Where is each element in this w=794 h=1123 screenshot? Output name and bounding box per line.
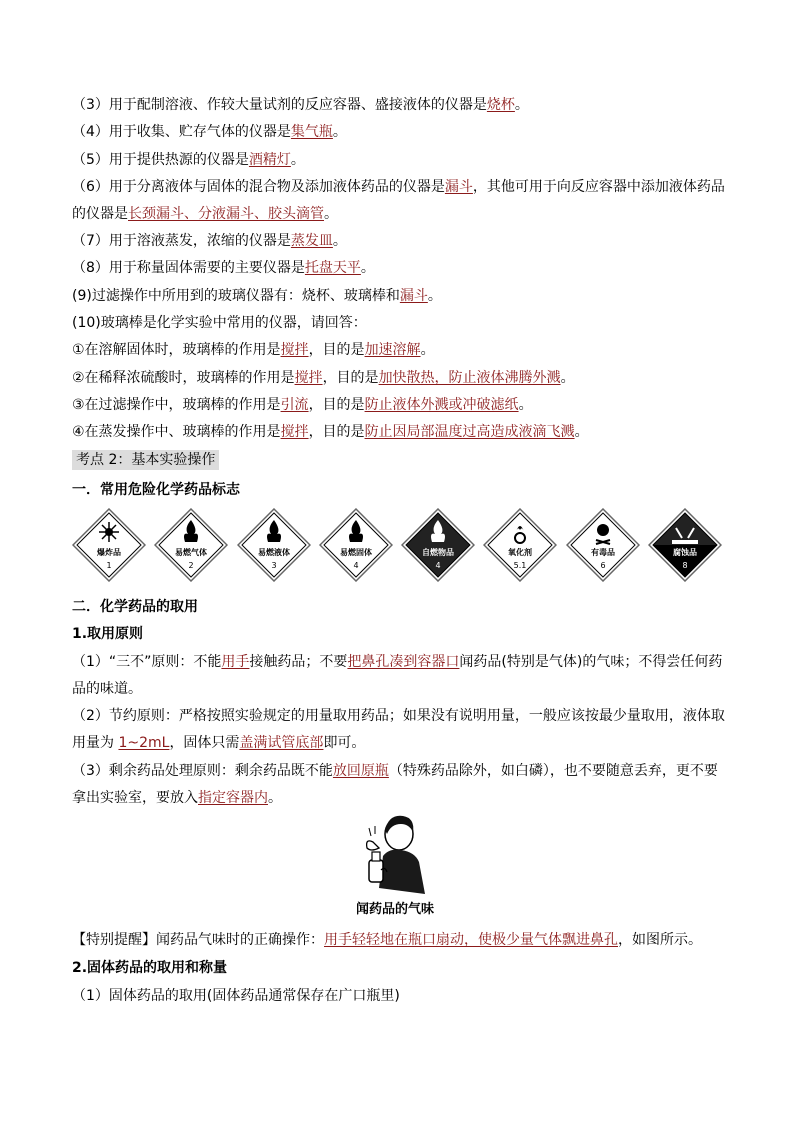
answer: 集气瓶 (290, 124, 333, 140)
rod-use-2: ②在稀释浓硫酸时，玻璃棒的作用是搅拌，目的是加快散热，防止液体沸腾外溅。 (72, 370, 575, 386)
hazard-diamond-icon (401, 508, 475, 582)
figure-caption: 闻药品的气味 (355, 902, 434, 917)
principle-3-line1: （3）剩余药品处理原则：剩余药品既不能放回原瓶（特殊药品除外，如白磷），也不要随意丢弃，更不要 (72, 763, 718, 779)
principle-2-line2: 用量为 1~2mL，固体只需盖满试管底部即可。 (72, 735, 366, 751)
hazard-diamond-icon (154, 508, 228, 582)
hazard-label: 易燃气体 (175, 548, 208, 557)
answer: 漏斗 (399, 288, 428, 304)
rod-use-1: ①在溶解固体时，玻璃棒的作用是搅拌，目的是加速溶解。 (72, 342, 435, 358)
item-4: （4）用于收集、贮存气体的仪器是集气瓶。 (72, 124, 347, 140)
hazard-label: 爆炸品 (97, 548, 121, 557)
hazard-number: 6 (600, 561, 606, 570)
rod-use-4: ④在蒸发操作中、玻璃棒的作用是搅拌，目的是防止因局部温度过高造成液滴飞溅。 (72, 424, 589, 440)
heading-drug-handling: 二．化学药品的取用 (72, 599, 198, 615)
item-6-line2: 的仪器是长颈漏斗、分液漏斗、胶头滴管。 (72, 206, 338, 222)
answer: 酒精灯 (248, 152, 291, 168)
hazard-number: 2 (188, 561, 194, 570)
hazard-diamond-icon (72, 508, 146, 582)
answer: 托盘天平 (304, 260, 361, 276)
hazard-number: 3 (271, 561, 277, 570)
hazard-diamond-icon (237, 508, 311, 582)
hazard-sign (401, 508, 475, 582)
item-5: （5）用于提供热源的仪器是酒精灯。 (72, 152, 305, 168)
item-7: （7）用于溶液蒸发，浓缩的仪器是蒸发皿。 (72, 233, 347, 249)
answer: 蒸发皿 (290, 233, 333, 249)
heading-principles: 1.取用原则 (72, 626, 144, 642)
item-3: （3）用于配制溶液、作较大量试剂的反应容器、盛接液体的仪器是烧杯。 (72, 97, 529, 113)
solid-drug-item-1: （1）固体药品的取用(固体药品通常保存在广口瓶里) (72, 988, 400, 1004)
item-10: (10)玻璃棒是化学实验中常用的仪器，请回答： (72, 315, 367, 331)
principle-1-line1: （1）“三不”原则：不能用手接触药品；不要把鼻孔凑到容器口闻药品(特别是气体)的气味；不得尝任何药 (72, 654, 723, 670)
heading-solid-drugs: 2.固体药品的取用和称量 (72, 960, 228, 976)
hazard-label: 自燃物品 (422, 548, 455, 557)
answer: 烧杯 (486, 97, 515, 113)
hazard-number: 1 (106, 561, 112, 570)
hazard-sign (72, 508, 146, 582)
special-reminder: 【特别提醒】闻药品气味时的正确操作：用手轻轻地在瓶口扇动，使极少量气体飘进鼻孔，如图所示。 (72, 932, 702, 948)
hazard-label: 有毒品 (590, 548, 615, 557)
hazard-sign (648, 508, 722, 582)
hazard-number: 4 (353, 561, 359, 570)
principle-2-line1: （2）节约原则：严格按照实验规定的用量取用药品；如果没有说明用量，一般应该按最少量取用，液体取 (72, 708, 725, 724)
hazard-number: 8 (682, 561, 688, 570)
hazard-label: 易燃液体 (257, 548, 290, 557)
hazard-diamond-icon (319, 508, 393, 582)
principle-1-line2: 品的味道。 (72, 681, 142, 697)
principle-3-line2: 拿出实验室，要放入指定容器内。 (72, 790, 282, 806)
hazard-label: 易燃固体 (339, 548, 372, 557)
hazard-number: 5.1 (514, 561, 527, 570)
hazard-sign (237, 508, 311, 582)
hazard-diamond-icon (483, 508, 557, 582)
item-6-line1: （6）用于分离液体与固体的混合物及添加液体药品的仪器是漏斗，其他可用于向反应容器中添加液体药品 (72, 179, 725, 195)
item-9: (9)过滤操作中所用到的玻璃仪器有：烧杯、玻璃棒和漏斗。 (72, 288, 442, 304)
item-8: （8）用于称量固体需要的主要仪器是托盘天平。 (72, 260, 375, 276)
hazard-signs-row (72, 508, 722, 586)
hazard-diamond-icon (648, 508, 722, 582)
hazard-label: 腐蚀品 (672, 548, 697, 557)
hazard-sign (483, 508, 557, 582)
heading-hazard-signs: 一．常用危险化学药品标志 (72, 482, 240, 498)
rod-use-3: ③在过滤操作中，玻璃棒的作用是引流，目的是防止液体外溅或冲破滤纸。 (72, 397, 533, 413)
answer: 漏斗 (444, 179, 473, 195)
hazard-number: 4 (435, 561, 441, 570)
kaodian-heading: 考点 2：基本实验操作 (72, 450, 732, 470)
hazard-label: 氧化剂 (508, 548, 533, 557)
answer: 长颈漏斗、分液漏斗、胶头滴管 (128, 206, 324, 222)
hazard-sign (154, 508, 228, 582)
smelling-figure (345, 808, 445, 920)
hazard-sign (319, 508, 393, 582)
hazard-diamond-icon (566, 508, 640, 582)
hazard-sign (566, 508, 640, 582)
